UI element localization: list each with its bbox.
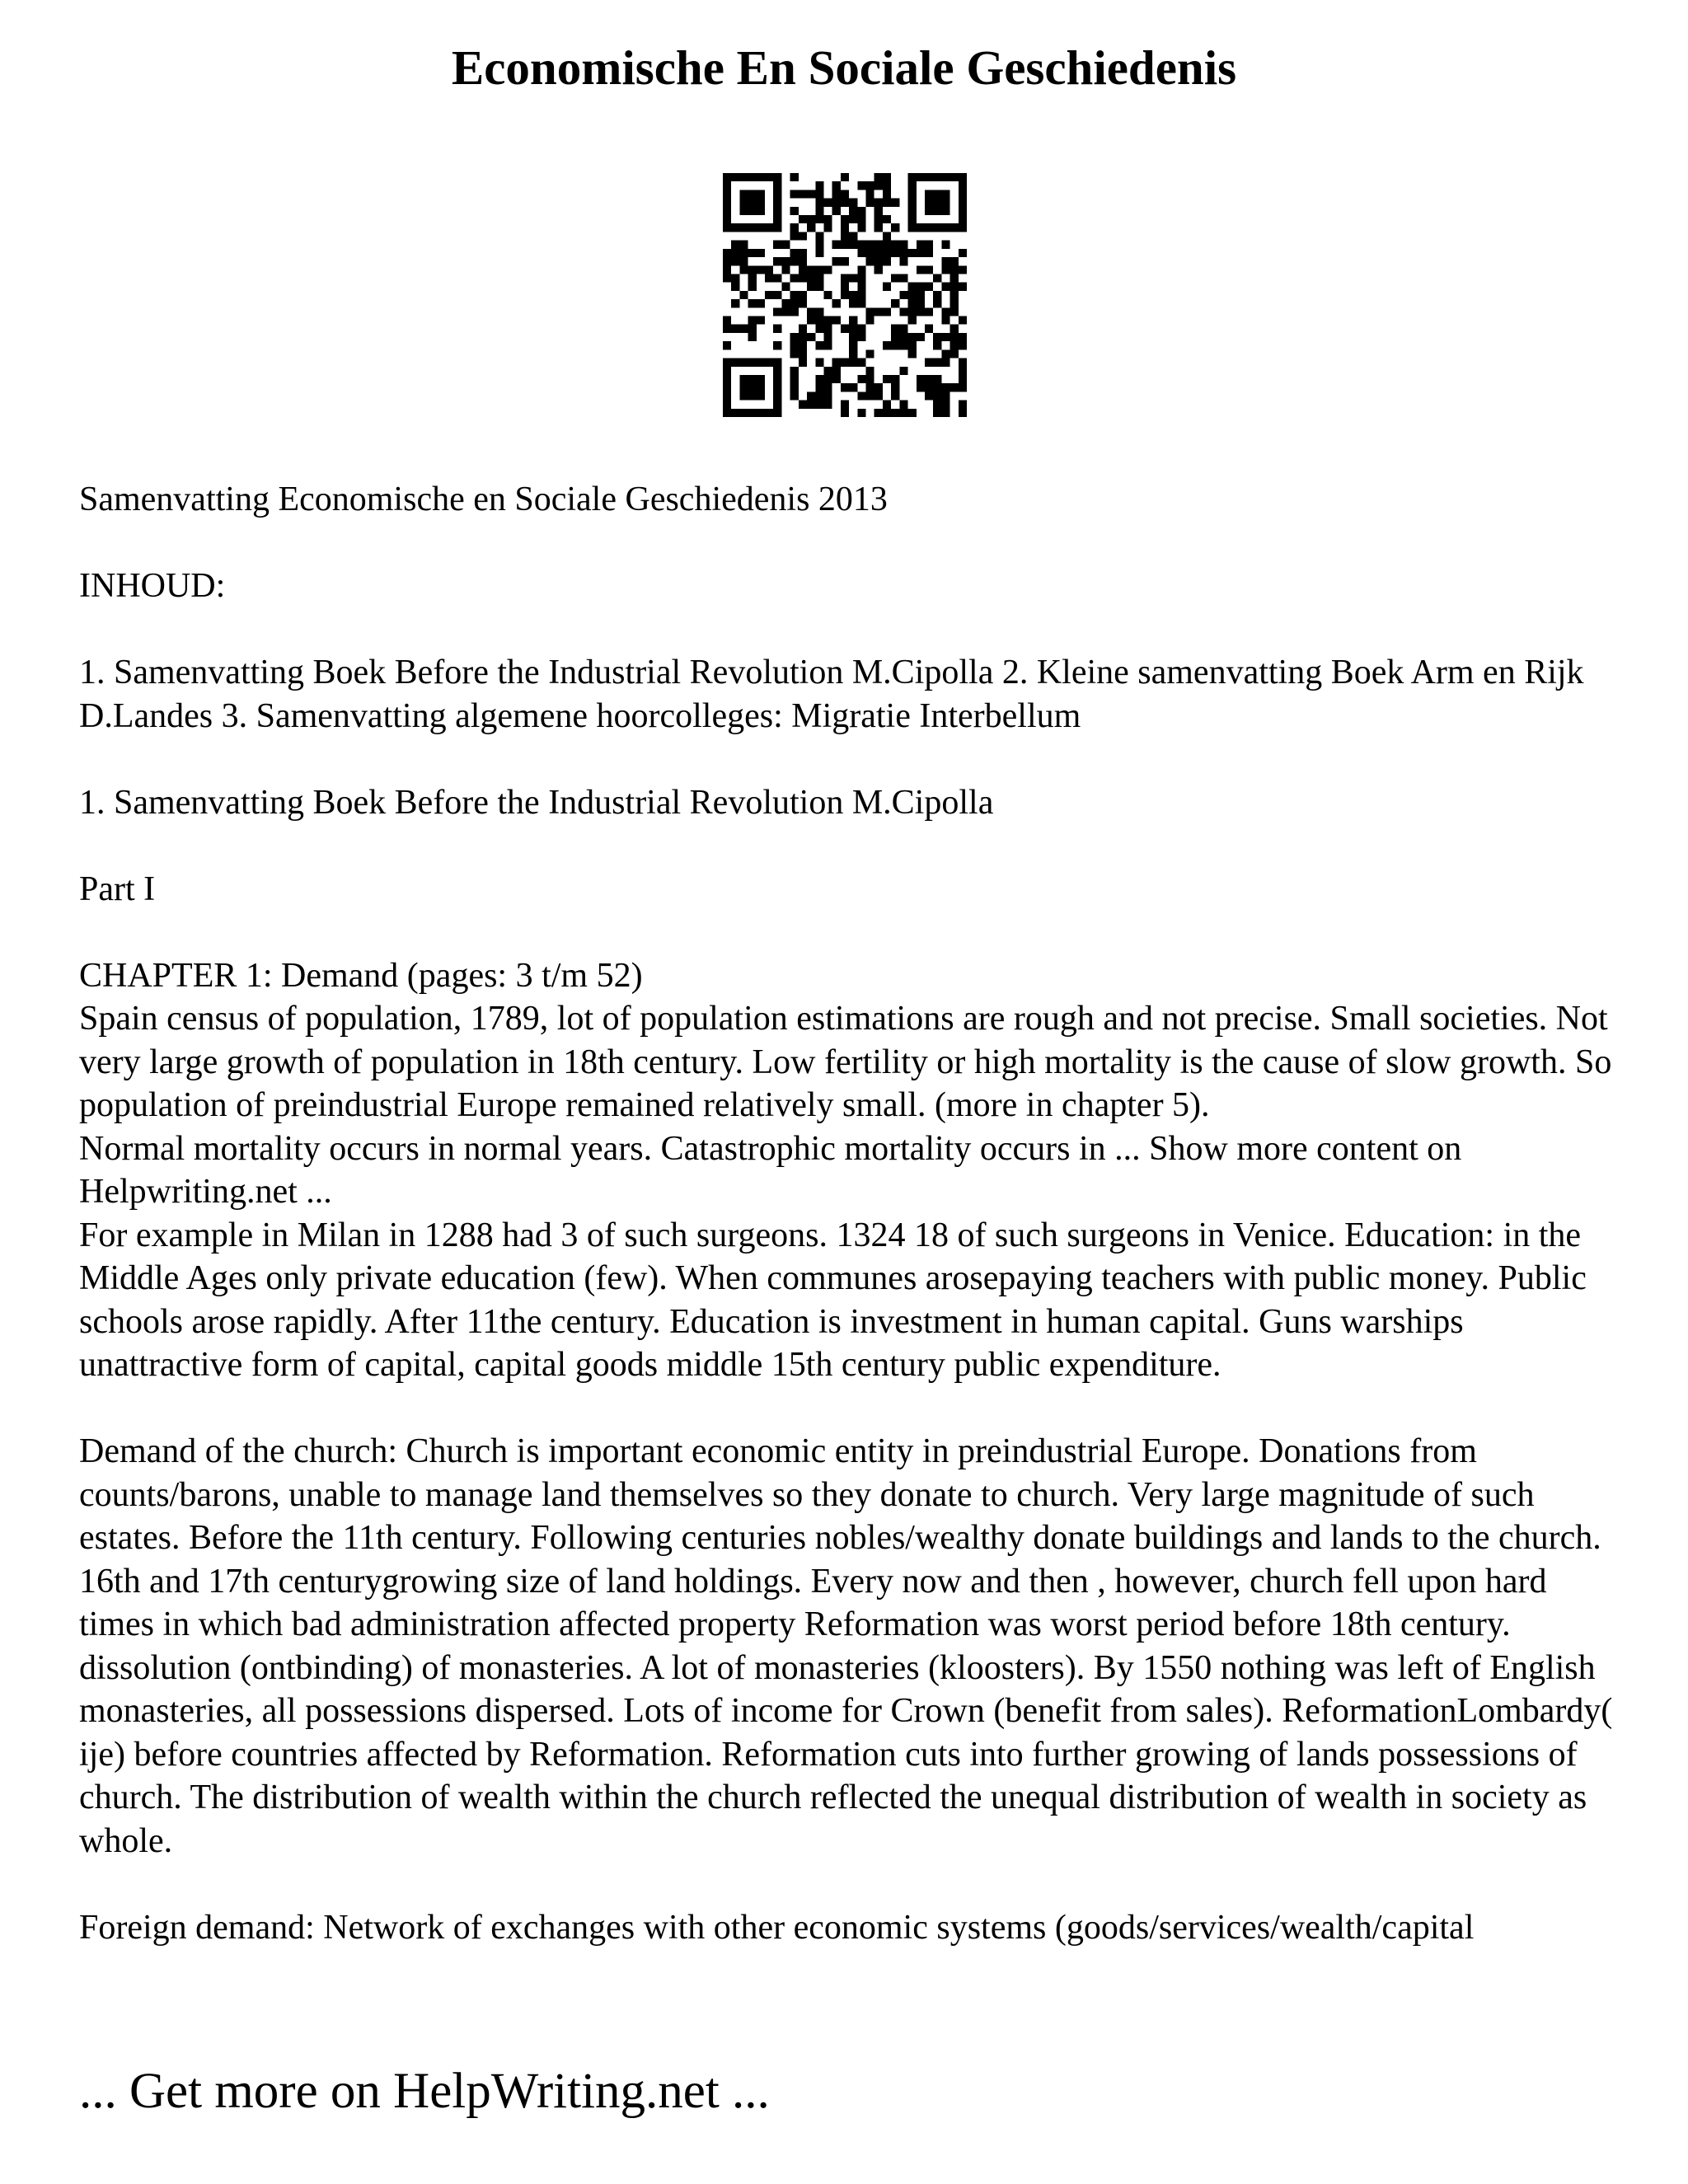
- qr-code-icon: [723, 173, 967, 417]
- get-more-link[interactable]: ... Get more on HelpWriting.net ...: [79, 2064, 770, 2119]
- section-heading: 1. Samenvatting Boek Before the Industrial Revolution M.Cipolla: [79, 783, 994, 822]
- paragraph-population: Spain census of population, 1789, lot of population estimations are rough and not precise. Small societies. Not very large growth of population in 18th century. Low fertility or high mortality is the cause of slow growth. So population of preindustrial Europe remained relatively small. (more in chapter 5).: [79, 1000, 1612, 1124]
- document-body: [79, 478, 1629, 1949]
- paragraph-church-demand: Demand of the church: Church is important economic entity in preindustrial Europe. Donations from counts/barons, unable to manage land themselves so they donate to church. Very large magnitude of such estates. Before the 11th century. Following centuries nobles/wealthy donate buildings and lands to the church. 16th and 17th centurygrowing size of land holdings. Every now and then , however, church fell upon hard times in which bad administration affected property Reformation was worst period before 18th century. dissolution (ontbinding) of monasteries. A lot of monasteries (kloosters). By 1550 nothing was left of English monasteries, all possessions dispersed. Lots of income for Crown (benefit from sales). ReformationLombardy( ije) before countries affected by Reformation. Reformation cuts into further growing of lands possessions of church. The distribution of wealth within the church reflected the unequal distribution of wealth in society as whole.: [79, 1432, 1613, 1860]
- chapter-heading: CHAPTER 1: Demand (pages: 3 t/m 52): [79, 956, 643, 995]
- summary-heading: Samenvatting Economische en Sociale Geschiedenis 2013: [79, 480, 888, 518]
- contents-label: INHOUD:: [79, 567, 226, 605]
- part-heading: Part I: [79, 869, 156, 908]
- paragraph-foreign-demand: Foreign demand: Network of exchanges with other economic systems (goods/services/wealth/capital: [79, 1908, 1475, 1947]
- contents-list: 1. Samenvatting Boek Before the Industrial Revolution M.Cipolla 2. Kleine samenvatting Boek Arm en Rijk D.Landes 3. Samenvatting algemene hoorcolleges: Migratie Interbellum: [79, 654, 1584, 735]
- paragraph-education: For example in Milan in 1288 had 3 of such surgeons. 1324 18 of such surgeons in Venice. Education: in the Middle Ages only private education (few). When communes arosepaying teachers with public money. Public schools arose rapidly. After 11the century. Education is investment in human capital. Guns warships unattractive form of capital, capital goods middle 15th century public expenditure.: [79, 1216, 1587, 1384]
- paragraph-mortality: Normal mortality occurs in normal years. Catastrophic mortality occurs in ... Show more content on Helpwriting.net ...: [79, 1129, 1462, 1211]
- page-title: Economische En Sociale Geschiedenis: [451, 40, 1237, 95]
